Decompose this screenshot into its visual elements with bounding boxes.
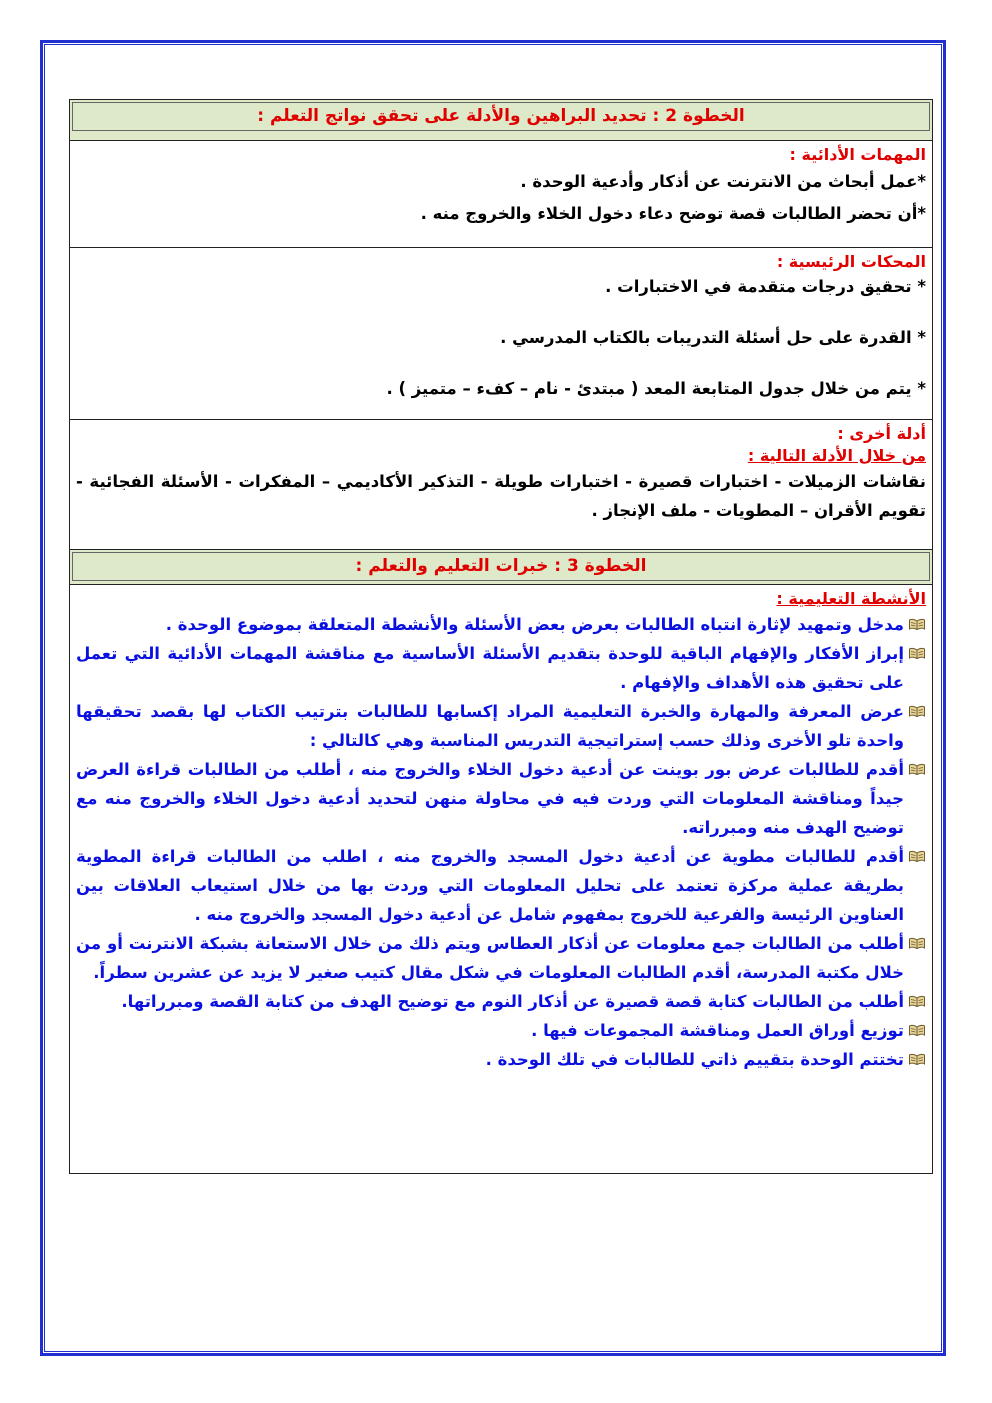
- lesson-plan-table: [69, 99, 933, 1174]
- step2-header-cell: [70, 100, 933, 141]
- book-icon: [909, 705, 925, 717]
- activity-item: [76, 1016, 926, 1045]
- activity-item: [76, 987, 926, 1016]
- activity-item: [76, 610, 926, 639]
- activity-item: [76, 929, 926, 987]
- book-icon: [909, 763, 925, 775]
- book-icon: [909, 618, 925, 630]
- book-icon: [909, 647, 925, 659]
- other-evidence-subheading: من خلال الأدلة التالية :: [747, 446, 926, 465]
- activities-cell: [70, 585, 933, 1174]
- activities-list: [76, 610, 926, 1074]
- activity-item: [76, 697, 926, 755]
- activity-text: أقدم للطالبات عرض بور بوينت عن أدعية دخول الخلاء والخروج منه ، أطلب من الطالبات قراءة العرض جيداً ومناقشة المعلومات التي وردت فيه في محاولة منهن لتحديد أدعية دخول الخلاء والخروج منه مع توضيح الهدف منه ومبرراته.: [76, 760, 904, 837]
- step2-title: الخطوة 2 : تحديد البراهين والأدلة على تحقق نواتج التعلم :: [72, 102, 930, 131]
- criteria-cell: [70, 248, 933, 420]
- criterion-item: * تحقيق درجات متقدمة في الاختبارات .: [605, 277, 926, 296]
- activity-text: أقدم للطالبات مطوية عن أدعية دخول المسجد والخروج منه ، اطلب من الطالبات قراءة المطوية بطريقة عملية مركزة تعتمد على تحليل المعلومات التي وردت بها من خلال استيعاب العلاقات بين العناوين الرئيسة والفرعية للخروج بمفهوم شامل عن أدعية دخول المسجد والخروج منه .: [76, 847, 904, 924]
- activity-text: أطلب من الطالبات جمع معلومات عن أذكار العطاس ويتم ذلك من خلال الاستعانة بشبكة الانترنت أو من خلال مكتبة المدرسة، أقدم الطالبات المعلومات في شكل مقال كتيب صغير لا يزيد عن عشرين سطراً.: [76, 934, 904, 982]
- activity-item: [76, 1045, 926, 1074]
- book-icon: [909, 850, 925, 862]
- activity-text: توزيع أوراق العمل ومناقشة المجموعات فيها .: [531, 1021, 904, 1040]
- activities-heading: الأنشطة التعليمية :: [776, 589, 926, 608]
- activity-item: [76, 755, 926, 842]
- task-item: *أن تحضر الطالبات قصة توضح دعاء دخول الخلاء والخروج منه .: [420, 204, 926, 223]
- task-item: *عمل أبحاث من الانترنت عن أذكار وأدعية الوحدة .: [520, 172, 926, 191]
- criteria-heading: المحكات الرئيسية :: [776, 252, 926, 271]
- other-evidence-cell: [70, 420, 933, 550]
- activity-text: عرض المعرفة والمهارة والخبرة التعليمية المراد إكسابها للطالبات بترتيب الكتاب لها بقصد تحقيقها واحدة تلو الأخرى وذلك حسب إستراتيجية التدريس المناسبة وهي كالتالي :: [76, 702, 904, 750]
- other-evidence-heading: أدلة أخرى :: [837, 424, 926, 443]
- criterion-item: * القدرة على حل أسئلة التدريبات بالكتاب المدرسي .: [500, 328, 926, 347]
- activity-text: إبراز الأفكار والإفهام الباقية للوحدة بتقديم الأسئلة الأساسية مع مناقشة المهمات الأدائية التي تعمل على تحقيق هذه الأهداف والإفهام .: [76, 644, 904, 692]
- tasks-cell: [70, 141, 933, 248]
- activity-item: [76, 639, 926, 697]
- step3-header-cell: [70, 550, 933, 585]
- activity-text: مدخل وتمهيد لإثارة انتباه الطالبات بعرض بعض الأسئلة والأنشطة المتعلقة بموضوع الوحدة .: [165, 615, 904, 634]
- book-icon: [909, 995, 925, 1007]
- activity-text: تختتم الوحدة بتقييم ذاتي للطالبات في تلك الوحدة .: [485, 1050, 904, 1069]
- tasks-heading: المهمات الأدائية :: [789, 145, 926, 164]
- criterion-item: * يتم من خلال جدول المتابعة المعد ( مبتدئ - نام – كفء – متميز ) .: [386, 379, 926, 398]
- book-icon: [909, 1053, 925, 1065]
- activity-text: أطلب من الطالبات كتابة قصة قصيرة عن أذكار النوم مع توضيح الهدف من كتابة القصة ومبرراتها.: [121, 992, 904, 1011]
- step3-title: الخطوة 3 : خبرات التعليم والتعلم :: [72, 552, 930, 581]
- activity-item: [76, 842, 926, 929]
- other-evidence-list: نقاشات الزميلات - اختبارات قصيرة - اختبارات طويلة - التذكير الأكاديمي – المفكرات - الأسئلة الفجائية - تقويم الأقران – المطويات - ملف الإنجاز .: [76, 472, 926, 520]
- book-icon: [909, 937, 925, 949]
- book-icon: [909, 1024, 925, 1036]
